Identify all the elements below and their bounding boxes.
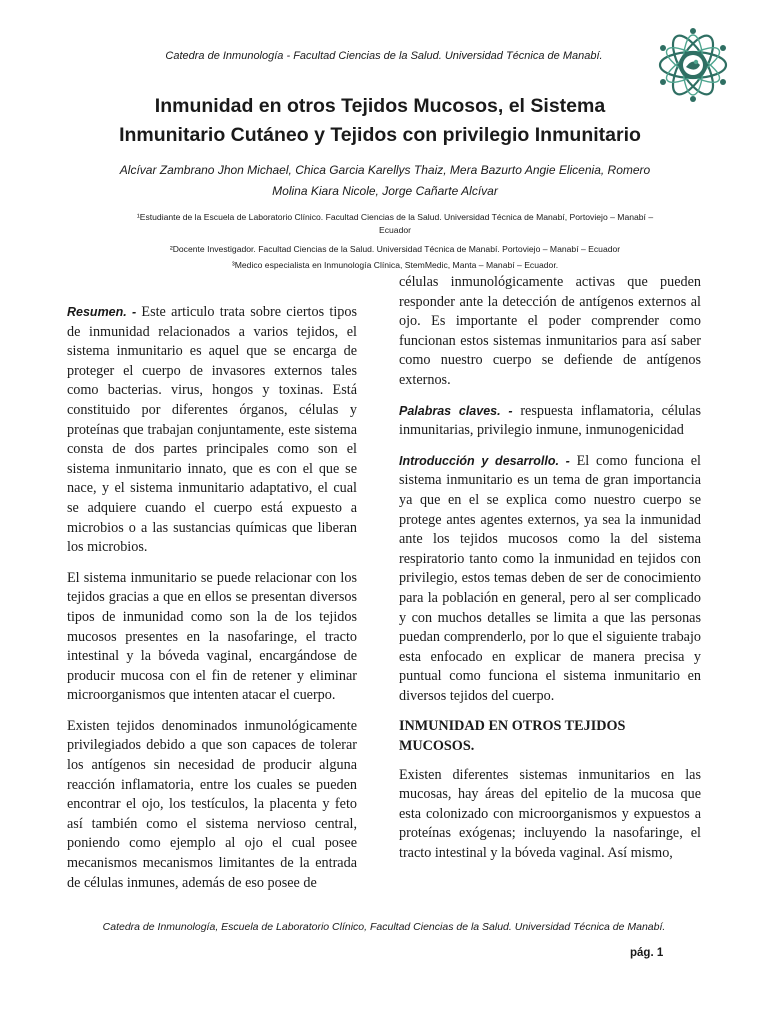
section-heading: INMUNIDAD EN OTROS TEJIDOS MUCOSOS. <box>399 718 626 755</box>
running-footer: Catedra de Inmunología, Escuela de Laboratorio Clínico, Facultad Ciencias de la Salud. Universidad Técnica de Manabí. <box>102 921 666 933</box>
author-line-2: Molina Kiara Nicole, Jorge Cañarte Alcívar <box>272 184 498 198</box>
keywords-paragraph <box>399 402 701 441</box>
author-line-1: Alcívar Zambrano Jhon Michael, Chica Garcia Karellys Thaiz, Mera Bazurto Angie Elicenia, Romero <box>119 163 651 177</box>
body-paragraph: El sistema inmunitario se puede relacionar con los tejidos gracias a que en ellos se presentan diversos tipos de inmunidad como son la de los tejidos mucosos presentes en la nasofaringe, el tracto intestinal y la bóveda vaginal, encargándose de producir mucosa con el fin de retener y eliminar microorganismos que intenten atacar el cuerpo. <box>67 569 357 704</box>
affiliation-2: ²Docente Investigador. Facultad Ciencias de la Salud. Universidad Técnica de Manabí. Portoviejo – Manabí – Ecuador <box>169 244 621 254</box>
body-paragraph: Existen tejidos denominados inmunológicamente privilegiados debido a que son capaces de tolerar los antígenos sin necesidad de producir alguna reacción inflamatoria, entre los cuales se pueden encontrar el ojo, los testículos, la placenta y feto así también como el sistema nervioso central, poniendo como ejemplo al ojo el cual posee mecanismos mecanismos limitantes de la entrada de células inmunes, además de eso posee de <box>67 717 357 891</box>
paper-title-line-1: Inmunidad en otros Tejidos Mucosos, el Sistema <box>154 95 606 117</box>
keywords-text: respuesta inflamatoria, células inmunitarias, privilegio inmune, inmunogenicidad <box>399 402 702 439</box>
running-header: Catedra de Inmunología - Facultad Ciencias de la Salud. Universidad Técnica de Manabí. <box>165 50 603 62</box>
paper-title-line-2: Inmunitario Cutáneo y Tejidos con privilegio Inmunitario <box>119 124 641 146</box>
right-column <box>399 273 701 875</box>
introduction-paragraph <box>399 452 701 707</box>
author-list <box>100 160 670 202</box>
body-paragraph: células inmunológicamente activas que pueden responder ante la detección de antígenos externos al ojo. Es importante el poder comprender como funcionan estos sistemas inmunitarios para así saber como nuestro cuerpo se defiende de antígenos externos. <box>399 274 701 388</box>
introduction-text: El como funciona el sistema inmunitario es un tema de gran importancia ya que en el se explica como nuestro cuerpo se protege antes agentes externos, ya sea la inmunidad ante los tejidos mucosos como la del sistema respiratorio tanto como la inmunidad en tejidos con privilegio, estos temas deben de ser de conocimiento para la población en general, pero al ser complicado y con muchos detalles se limita a que las personas puedan comprenderlo, por lo que el siguiente trabajo esta enfocado en explicar de manera precisa y puntual como funciona el sistema inmunitario en diversos tejidos del cuerpo. <box>399 452 701 704</box>
abstract-label: Resumen. - <box>67 305 137 319</box>
abstract-paragraph <box>67 303 357 558</box>
affiliation-1: ¹Estudiante de la Escuela de Laboratorio Clínico. Facultad Ciencias de la Salud. Universidad Técnica de Manabí, Portoviejo – Manabí – Ecuador <box>136 212 654 235</box>
left-column <box>67 303 357 904</box>
page-number: pág. 1 <box>630 947 664 959</box>
abstract-text: Este articulo trata sobre ciertos tipos de inmunidad relacionados a varios tejidos, el sistema inmunitario es aquel que se encarga de proteger el cuerpo de invasores externos tales como bacterias. virus, hongos y toxinas. Está constituido por diferentes órganos, células y proteínas que trabajan conjuntamente, este sistema consta de dos partes principales como son el sistema inmunitario innato, que es con el que se nace, y el sistema inmunitario adaptativo, el cual se adquiere cuando el cuerpo está expuesto a microbios o a las sustancias químicas que liberan los microbios. <box>67 304 357 556</box>
introduction-label: Introducción y desarrollo. - <box>399 453 570 468</box>
paper-title <box>60 92 700 150</box>
keywords-label: Palabras claves. - <box>399 403 513 418</box>
affiliation-3: ³Medico especialista en Inmunología Clínica, StemMedic, Manta – Manabí – Ecuador. <box>231 260 559 270</box>
body-paragraph: Existen diferentes sistemas inmunitarios en las mucosas, hay áreas del epitelio de la mucosa que esta colonizado con microorganismos y expuestos a proteínas exógenas; incluyendo la nasofaringe, el tracto intestinal y la bóveda vaginal. Así mismo, <box>399 766 701 862</box>
